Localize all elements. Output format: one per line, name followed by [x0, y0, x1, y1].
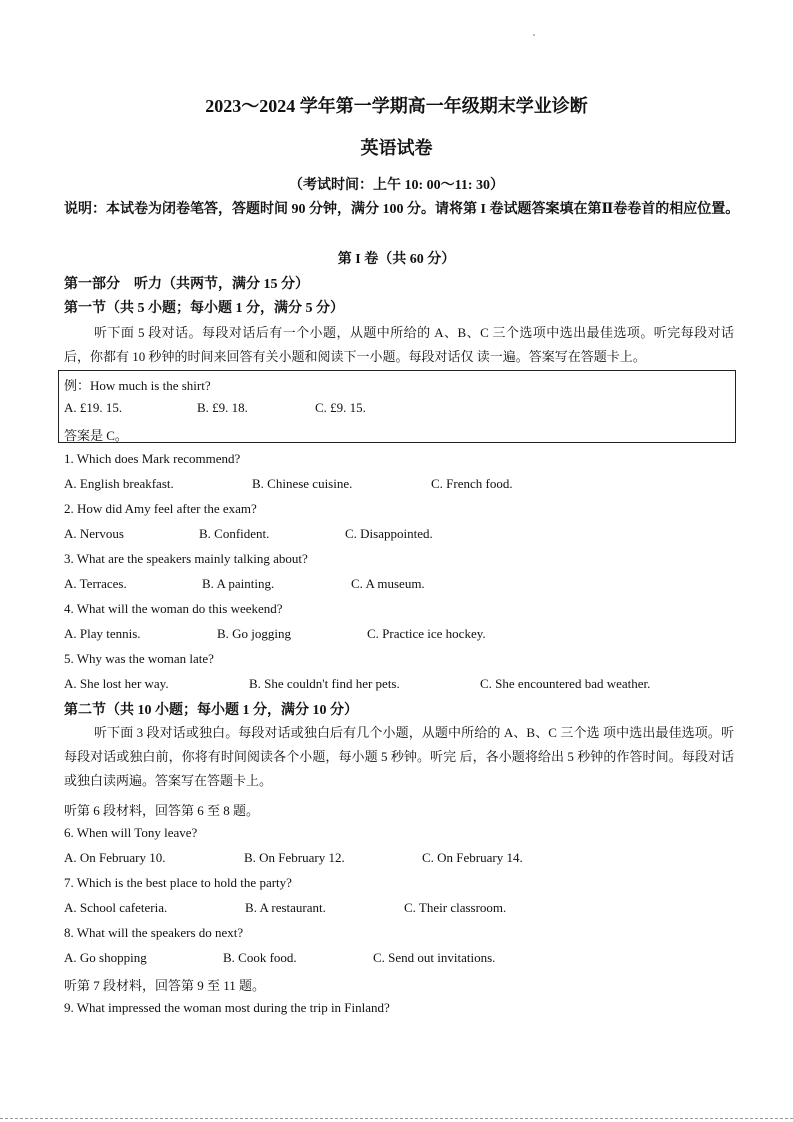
q2-stem: 2. How did Amy feel after the exam?: [64, 501, 257, 516]
q5-option-c: C. She encountered bad weather.: [480, 676, 651, 691]
q2-option-c: C. Disappointed.: [345, 526, 433, 541]
q8-option-a: A. Go shopping: [64, 950, 147, 965]
q7-stem: 7. Which is the best place to hold the party?: [64, 875, 292, 890]
exam-time: （考试时间：上午 10: 00～11: 30）: [288, 178, 505, 193]
q5-stem: 5. Why was the woman late?: [64, 651, 214, 666]
q3-option-c: C. A museum.: [351, 576, 425, 591]
example-option-c: C. £9. 15.: [315, 400, 366, 415]
volume-heading: 第 I 卷（共 60 分）: [337, 252, 456, 267]
section1-heading: 第一节（共 5 小题；每小题 1 分，满分 5 分）: [64, 301, 344, 316]
q4-option-c: C. Practice ice hockey.: [367, 626, 486, 641]
example-option-b: B. £9. 18.: [197, 400, 248, 415]
exam-instructions: 说明：本试卷为闭卷笔答，答题时间 90 分钟，满分 100 分。请将第 I 卷试题答案填在第Ⅱ卷卷首的相应位置。: [64, 202, 740, 217]
q2-option-b: B. Confident.: [199, 526, 270, 541]
exam-title: 2023～2024 学年第一学期高一年级期末学业诊断: [205, 96, 588, 116]
q8-option-b: B. Cook food.: [223, 950, 297, 965]
section1-directions: 听下面 5 段对话。每段对话后有一个小题，从题中所给的 A、B、C 三个选项中选出最佳选项。听完每段对话后，你都有 10 秒钟的时间来回答有关小题和阅读下一小题。每段对话仅 读一遍。答案写在答题卡上。: [64, 325, 734, 364]
q9-stem: 9. What impressed the woman most during the trip in Finland?: [64, 1000, 390, 1015]
q7-option-b: B. A restaurant.: [245, 900, 326, 915]
section2-heading: 第二节（共 10 小题；每小题 1 分，满分 10 分）: [64, 703, 358, 718]
q4-option-a: A. Play tennis.: [64, 626, 141, 641]
exam-subtitle: 英语试卷: [360, 138, 433, 158]
q4-stem: 4. What will the woman do this weekend?: [64, 601, 283, 616]
q1-option-c: C. French food.: [431, 476, 513, 491]
q1-option-b: B. Chinese cuisine.: [252, 476, 353, 491]
example-answer: 答案是 C。: [64, 428, 128, 443]
q8-option-c: C. Send out invitations.: [373, 950, 496, 965]
q3-option-a: A. Terraces.: [64, 576, 127, 591]
scan-speck: [533, 34, 535, 36]
q5-option-a: A. She lost her way.: [64, 676, 169, 691]
section2-directions: 听下面 3 段对话或独白。每段对话或独白后有几个小题，从题中所给的 A、B、C 三个选 项中选出最佳选项。听每段对话或独白前，你将有时间阅读各个小题，每小题 5 秒钟。听完 后，各小题将给出 5 秒钟的作答时间。每段对话或独白读两遍。答案写在答题卡上。: [64, 725, 734, 788]
q1-stem: 1. Which does Mark recommend?: [64, 451, 241, 466]
q6-option-b: B. On February 12.: [244, 850, 345, 865]
q3-stem: 3. What are the speakers mainly talking about?: [64, 551, 308, 566]
q3-option-b: B. A painting.: [202, 576, 275, 591]
q4-option-b: B. Go jogging: [217, 626, 292, 641]
example-option-a: A. £19. 15.: [64, 400, 123, 415]
q2-option-a: A. Nervous: [64, 526, 124, 541]
page-bottom-rule: [0, 1118, 793, 1119]
q6-option-a: A. On February 10.: [64, 850, 166, 865]
q7-option-a: A. School cafeteria.: [64, 900, 168, 915]
q1-option-a: A. English breakfast.: [64, 476, 174, 491]
material6-note: 听第 6 段材料，回答第 6 至 8 题。: [64, 803, 260, 818]
q5-option-b: B. She couldn't find her pets.: [249, 676, 400, 691]
q6-stem: 6. When will Tony leave?: [64, 825, 198, 840]
q8-stem: 8. What will the speakers do next?: [64, 925, 244, 940]
material7-note: 听第 7 段材料，回答第 9 至 11 题。: [64, 978, 266, 993]
q6-option-c: C. On February 14.: [422, 850, 523, 865]
part1-heading: 第一部分 听力（共两节，满分 15 分）: [64, 277, 309, 292]
example-question: 例：How much is the shirt?: [64, 378, 211, 393]
q7-option-c: C. Their classroom.: [404, 900, 507, 915]
